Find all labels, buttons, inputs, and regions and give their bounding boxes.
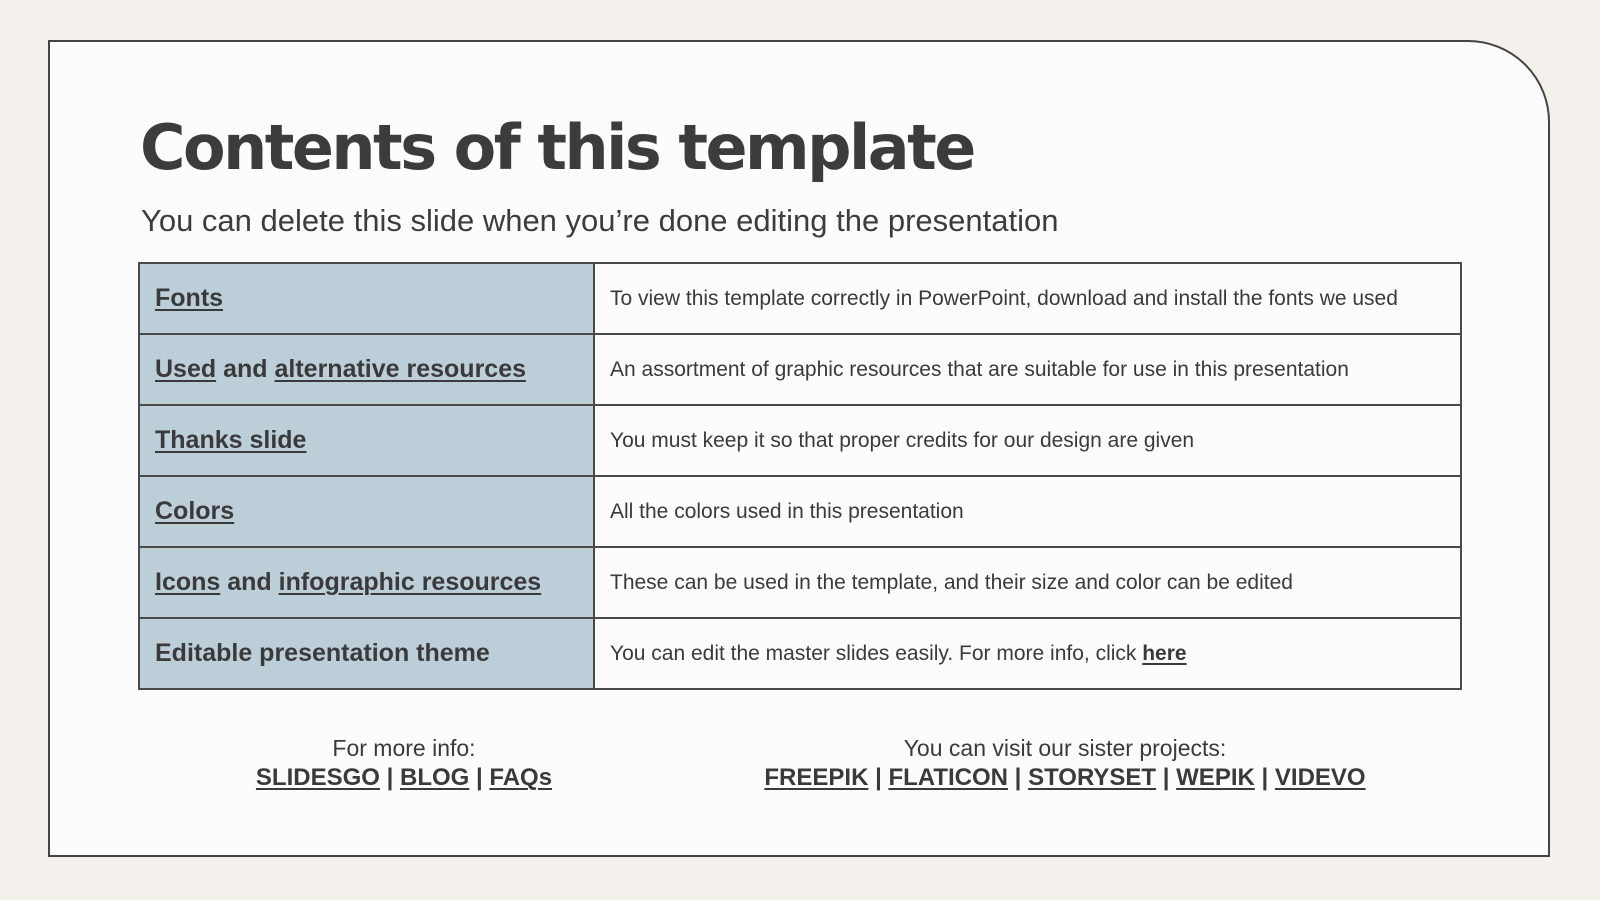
topic-cell	[139, 547, 594, 618]
table-row	[139, 618, 1461, 689]
fonts-link[interactable]: Fonts	[155, 284, 224, 312]
slidesgo-link[interactable]: SLIDESGO	[255, 764, 380, 791]
table-row	[139, 263, 1461, 334]
storyset-link[interactable]: STORYSET	[1028, 764, 1157, 791]
editable-theme-label: Editable presentation theme	[155, 639, 490, 667]
icons-link[interactable]: Icons	[155, 568, 221, 596]
topic-cell	[139, 618, 594, 689]
sister-projects-label: You can visit our sister projects:	[903, 735, 1227, 761]
more-info-links	[254, 763, 554, 793]
flaticon-link[interactable]: FLATICON	[888, 764, 1008, 791]
link-separator: |	[469, 764, 490, 791]
freepik-link[interactable]: FREEPIK	[764, 764, 869, 791]
description-cell: All the colors used in this presentation	[594, 476, 1461, 547]
link-separator: |	[1254, 764, 1275, 791]
here-link[interactable]: here	[1142, 641, 1187, 665]
sister-projects-links	[730, 763, 1400, 793]
description-cell: You must keep it so that proper credits for our design are given	[594, 405, 1461, 476]
description-text: You can edit the master slides easily. For more info, click	[610, 641, 1143, 665]
blog-link[interactable]: BLOG	[400, 764, 470, 791]
thanks-slide-link[interactable]: Thanks slide	[155, 426, 307, 454]
description-cell	[594, 618, 1461, 689]
page-title: Contents of this template	[140, 111, 974, 184]
topic-cell	[139, 334, 594, 405]
used-resources-link[interactable]: Used	[155, 355, 217, 383]
and-text: and	[216, 355, 275, 383]
table-row	[139, 405, 1461, 476]
infographic-resources-link[interactable]: infographic resources	[278, 568, 542, 596]
colors-link[interactable]: Colors	[155, 497, 235, 525]
more-info-footer	[254, 733, 554, 793]
videvo-link[interactable]: VIDEVO	[1274, 764, 1366, 791]
link-separator: |	[1008, 764, 1029, 791]
topic-cell	[139, 476, 594, 547]
alternative-resources-link[interactable]: alternative resources	[274, 355, 527, 383]
topic-cell	[139, 263, 594, 334]
description-cell: An assortment of graphic resources that are suitable for use in this presentation	[594, 334, 1461, 405]
link-separator: |	[1156, 764, 1177, 791]
link-separator: |	[379, 764, 400, 791]
page-subtitle: You can delete this slide when you’re done editing the presentation	[141, 203, 1059, 238]
link-separator: |	[868, 764, 889, 791]
contents-table	[138, 262, 1462, 690]
and-text: and	[220, 568, 279, 596]
faqs-link[interactable]: FAQs	[489, 764, 553, 791]
more-info-label: For more info:	[332, 735, 476, 761]
table-row	[139, 547, 1461, 618]
table-row	[139, 334, 1461, 405]
topic-cell	[139, 405, 594, 476]
wepik-link[interactable]: WEPIK	[1176, 764, 1255, 791]
description-cell: To view this template correctly in PowerPoint, download and install the fonts we used	[594, 263, 1461, 334]
table-row	[139, 476, 1461, 547]
description-cell: These can be used in the template, and their size and color can be edited	[594, 547, 1461, 618]
sister-projects-footer	[730, 733, 1400, 793]
